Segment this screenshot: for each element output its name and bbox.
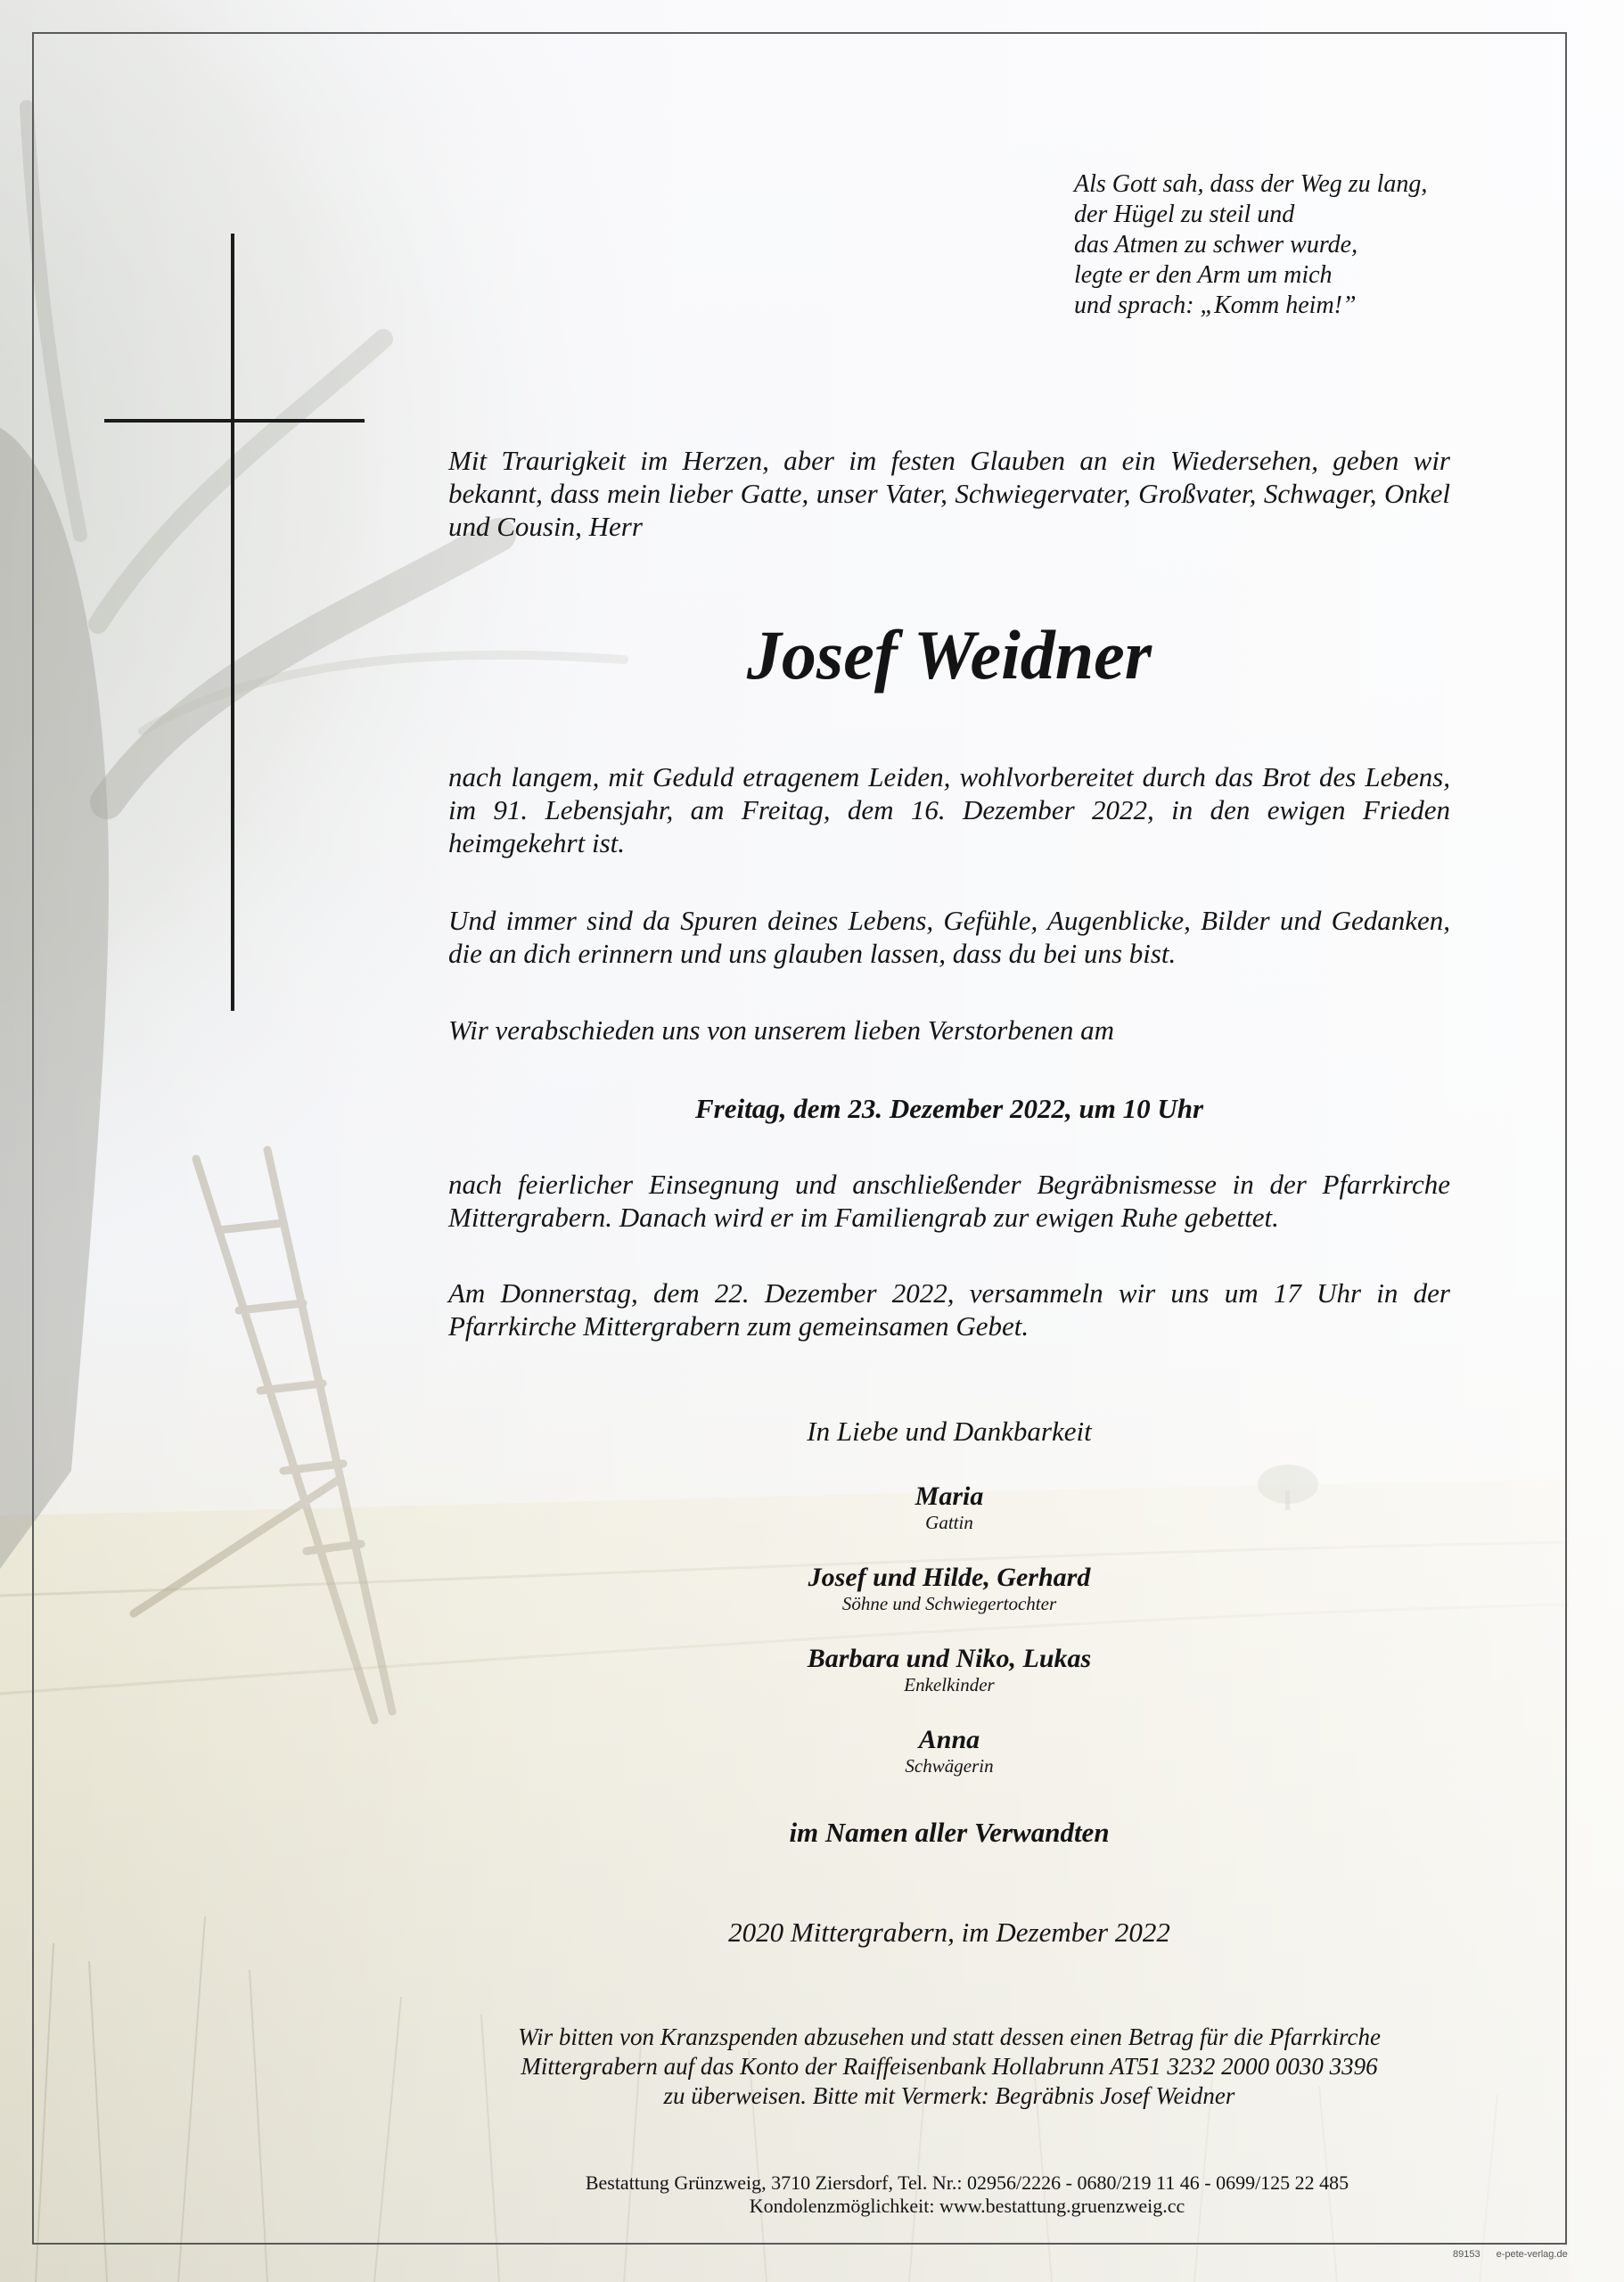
mourner-entry	[448, 1482, 1450, 1533]
deceased-name: Josef Weidner	[746, 616, 1152, 694]
donation-line: Mittergrabern auf das Konto der Raiffeisenbank Hollabrunn AT51 3232 2000 0030 3396	[521, 2053, 1378, 2080]
page-frame	[32, 32, 1567, 2245]
poem-line: und sprach: „Komm heim!”	[1074, 291, 1357, 319]
mourner-entry	[448, 1644, 1450, 1695]
cross-icon-crossbar	[104, 419, 365, 423]
mourner-name: Anna	[918, 1725, 980, 1754]
donation-line: Wir bitten von Kranzspenden abzusehen und statt dessen einen Betrag für die Pfarrkirche	[518, 2023, 1381, 2050]
closing-line: In Liebe und Dankbarkeit	[807, 1416, 1092, 1447]
poem-line: legte er den Arm um mich	[1074, 261, 1333, 289]
condolence-line: Kondolenzmöglichkeit: www.bestattung.gruenzweig.cc	[749, 2195, 1185, 2217]
mourner-entry	[448, 1725, 1450, 1777]
printer-mark	[1453, 2249, 1584, 2260]
poem-quote	[1074, 169, 1502, 321]
relatives-line: im Namen aller Verwandten	[789, 1817, 1110, 1848]
cross-icon	[231, 234, 234, 1011]
undertaker-line: Bestattung Grünzweig, 3710 Ziersdorf, Tel. Nr.: 02956/2226 - 0680/219 11 46 - 0699/125 22 485	[585, 2171, 1349, 2194]
mourner-role: Gattin	[925, 1512, 973, 1533]
farewell-intro: Wir verabschieden uns von unserem lieben Verstorbenen am	[448, 1014, 1114, 1046]
printer-number: 89153	[1453, 2249, 1480, 2260]
passing-paragraph: nach langem, mit Geduld etragenem Leiden, wohlvorbereitet durch das Brot des Lebens, im 91. Lebensjahr, am Freitag, dem 16. Dezember 2022, in den ewigen Frieden heimgekehrt ist.	[448, 761, 1450, 858]
mourner-entry	[448, 1563, 1450, 1614]
funeral-date: Freitag, dem 23. Dezember 2022, um 10 Uhr	[694, 1093, 1204, 1124]
poem-line: das Atmen zu schwer wurde,	[1074, 231, 1358, 259]
mourner-name: Barbara und Niko, Lukas	[807, 1644, 1092, 1673]
footer	[374, 2171, 1560, 2218]
poem-line: Als Gott sah, dass der Weg zu lang,	[1074, 170, 1428, 198]
place-date: 2020 Mittergrabern, im Dezember 2022	[728, 1917, 1170, 1948]
mourner-role: Enkelkinder	[904, 1674, 995, 1695]
mourner-role: Söhne und Schwiegertochter	[841, 1593, 1057, 1614]
memory-paragraph: Und immer sind da Spuren deines Lebens, Gefühle, Augenblicke, Bilder und Gedanken, die an dich erinnern und uns glauben lassen, dass du bei uns bist.	[448, 905, 1450, 969]
mourner-name: Josef und Hilde, Gerhard	[808, 1563, 1091, 1592]
donation-note	[428, 2023, 1471, 2111]
poem-line: der Hügel zu steil und	[1074, 201, 1295, 228]
prayer-paragraph: Am Donnerstag, dem 22. Dezember 2022, versammeln wir uns um 17 Uhr in der Pfarrkirche Mittergrabern zum gemeinsamen Gebet.	[448, 1277, 1450, 1342]
intro-paragraph: Mit Traurigkeit im Herzen, aber im festen Glauben an ein Wiedersehen, geben wir bekannt, dass mein lieber Gatte, unser Vater, Schwiegervater, Großvater, Schwager, Onkel und Cousin, Herr	[448, 445, 1450, 542]
donation-line: zu überweisen. Bitte mit Vermerk: Begräbnis Josef Weidner	[663, 2082, 1235, 2109]
mourner-name: Maria	[915, 1482, 984, 1511]
ceremony-paragraph: nach feierlicher Einsegnung und anschließender Begräbnismesse in der Pfarrkirche Mittergrabern. Danach wird er im Familiengrab zur ewigen Ruhe gebettet.	[448, 1169, 1450, 1233]
printer-publisher: e-pete-verlag.de	[1496, 2249, 1568, 2260]
mourner-role: Schwägerin	[905, 1755, 994, 1777]
